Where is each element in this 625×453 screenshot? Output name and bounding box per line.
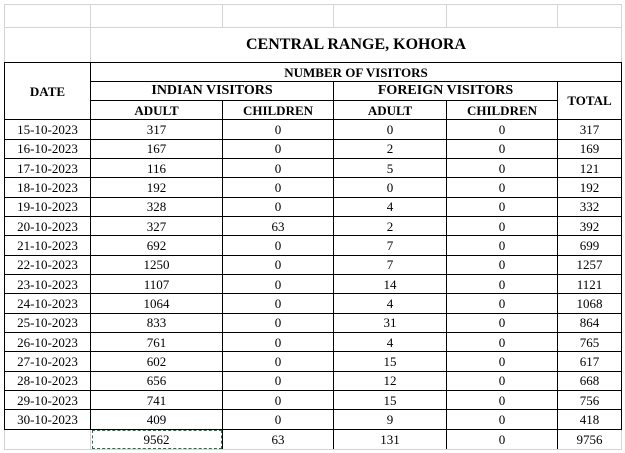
foreign-children-cell[interactable]: 0 <box>447 410 558 429</box>
header-date[interactable]: DATE <box>5 63 91 120</box>
foreign-adult-cell[interactable]: 4 <box>334 333 447 352</box>
foreign-children-cell[interactable]: 0 <box>447 197 558 216</box>
date-cell[interactable]: 26-10-2023 <box>5 333 91 352</box>
indian-adult-cell[interactable]: 327 <box>91 217 223 236</box>
foreign-adult-cell[interactable]: 9 <box>334 410 447 429</box>
header-row-group <box>5 63 622 82</box>
cell[interactable] <box>558 5 622 28</box>
header-foreign-children[interactable]: CHILDREN <box>447 101 558 120</box>
indian-adult-cell[interactable]: 409 <box>91 410 223 429</box>
total-cell[interactable]: 317 <box>558 120 622 139</box>
indian-children-cell[interactable]: 0 <box>223 371 334 390</box>
cell[interactable] <box>5 28 91 63</box>
table-row <box>5 255 622 274</box>
table-row <box>5 139 622 158</box>
indian-adult-cell[interactable]: 656 <box>91 371 223 390</box>
foreign-children-cell[interactable]: 0 <box>447 333 558 352</box>
date-cell[interactable]: 25-10-2023 <box>5 313 91 332</box>
table-row <box>5 371 622 390</box>
indian-adult-cell[interactable]: 317 <box>91 120 223 139</box>
total-cell[interactable]: 668 <box>558 371 622 390</box>
table-row <box>5 120 622 139</box>
indian-children-cell[interactable]: 0 <box>223 333 334 352</box>
total-indian-adult[interactable]: 9562 <box>91 429 223 449</box>
foreign-children-cell[interactable]: 0 <box>447 313 558 332</box>
empty-row <box>5 5 622 28</box>
indian-adult-cell[interactable]: 116 <box>91 159 223 178</box>
foreign-children-cell[interactable]: 0 <box>447 217 558 236</box>
table-row <box>5 333 622 352</box>
date-cell[interactable]: 29-10-2023 <box>5 391 91 410</box>
total-cell[interactable]: 392 <box>558 217 622 236</box>
foreign-adult-cell[interactable]: 0 <box>334 178 447 197</box>
table-row <box>5 313 622 332</box>
foreign-children-cell[interactable]: 0 <box>447 371 558 390</box>
foreign-children-cell[interactable]: 0 <box>447 120 558 139</box>
grand-total[interactable]: 9756 <box>558 429 622 449</box>
table-row <box>5 275 622 294</box>
total-foreign-children[interactable]: 0 <box>447 429 558 449</box>
indian-adult-cell[interactable]: 741 <box>91 391 223 410</box>
total-cell[interactable]: 864 <box>558 313 622 332</box>
date-cell[interactable]: 16-10-2023 <box>5 139 91 158</box>
table-row <box>5 236 622 255</box>
total-cell[interactable]: 1068 <box>558 294 622 313</box>
total-cell[interactable]: 332 <box>558 197 622 216</box>
indian-children-cell[interactable]: 0 <box>223 159 334 178</box>
indian-adult-cell[interactable]: 192 <box>91 178 223 197</box>
header-row-types <box>5 101 622 120</box>
foreign-adult-cell[interactable]: 2 <box>334 217 447 236</box>
header-indian-visitors[interactable]: INDIAN VISITORS <box>91 82 334 101</box>
visitor-spreadsheet <box>4 4 622 450</box>
cell[interactable] <box>334 5 447 28</box>
indian-children-cell[interactable]: 0 <box>223 391 334 410</box>
sheet-title[interactable]: CENTRAL RANGE, KOHORA <box>91 28 622 63</box>
foreign-adult-cell[interactable]: 15 <box>334 391 447 410</box>
indian-children-cell[interactable]: 0 <box>223 120 334 139</box>
data-rows <box>5 120 622 430</box>
table-row <box>5 159 622 178</box>
total-foreign-adult[interactable]: 131 <box>334 429 447 449</box>
indian-adult-cell[interactable]: 167 <box>91 139 223 158</box>
total-cell[interactable]: 617 <box>558 352 622 371</box>
indian-children-cell[interactable]: 0 <box>223 294 334 313</box>
total-cell[interactable]: 169 <box>558 139 622 158</box>
cell[interactable] <box>223 5 334 28</box>
foreign-children-cell[interactable]: 0 <box>447 352 558 371</box>
date-cell[interactable]: 27-10-2023 <box>5 352 91 371</box>
total-cell[interactable]: 418 <box>558 410 622 429</box>
foreign-adult-cell[interactable]: 0 <box>334 120 447 139</box>
date-cell[interactable]: 19-10-2023 <box>5 197 91 216</box>
indian-children-cell[interactable]: 0 <box>223 178 334 197</box>
indian-children-cell[interactable]: 0 <box>223 197 334 216</box>
foreign-adult-cell[interactable]: 31 <box>334 313 447 332</box>
header-number-of-visitors[interactable]: NUMBER OF VISITORS <box>91 63 622 82</box>
date-cell[interactable]: 20-10-2023 <box>5 217 91 236</box>
date-cell[interactable]: 15-10-2023 <box>5 120 91 139</box>
date-cell[interactable]: 18-10-2023 <box>5 178 91 197</box>
indian-adult-cell[interactable]: 1107 <box>91 275 223 294</box>
indian-adult-cell[interactable]: 1250 <box>91 255 223 274</box>
foreign-adult-cell[interactable]: 4 <box>334 294 447 313</box>
indian-adult-cell[interactable]: 1064 <box>91 294 223 313</box>
header-indian-adult[interactable]: ADULT <box>91 101 223 120</box>
totals-row <box>5 429 622 449</box>
header-total[interactable]: TOTAL <box>558 82 622 120</box>
date-cell[interactable]: 21-10-2023 <box>5 236 91 255</box>
foreign-children-cell[interactable]: 0 <box>447 178 558 197</box>
date-cell[interactable]: 17-10-2023 <box>5 159 91 178</box>
foreign-children-cell[interactable]: 0 <box>447 294 558 313</box>
indian-adult-cell[interactable]: 602 <box>91 352 223 371</box>
cell[interactable] <box>5 5 91 28</box>
indian-children-cell[interactable]: 0 <box>223 236 334 255</box>
total-cell[interactable]: 699 <box>558 236 622 255</box>
title-row <box>5 28 622 63</box>
foreign-children-cell[interactable]: 0 <box>447 391 558 410</box>
foreign-children-cell[interactable]: 0 <box>447 159 558 178</box>
date-cell[interactable]: 24-10-2023 <box>5 294 91 313</box>
cell[interactable] <box>447 5 558 28</box>
table-row <box>5 410 622 429</box>
foreign-adult-cell[interactable]: 2 <box>334 139 447 158</box>
indian-adult-cell[interactable]: 328 <box>91 197 223 216</box>
indian-children-cell[interactable]: 0 <box>223 410 334 429</box>
header-row-categories <box>5 82 622 101</box>
foreign-adult-cell[interactable]: 15 <box>334 352 447 371</box>
header-foreign-visitors[interactable]: FOREIGN VISITORS <box>334 82 558 101</box>
foreign-adult-cell[interactable]: 12 <box>334 371 447 390</box>
table-row <box>5 197 622 216</box>
indian-children-cell[interactable]: 0 <box>223 255 334 274</box>
table-row <box>5 217 622 236</box>
foreign-adult-cell[interactable]: 14 <box>334 275 447 294</box>
foreign-children-cell[interactable]: 0 <box>447 139 558 158</box>
foreign-adult-cell[interactable]: 7 <box>334 236 447 255</box>
indian-adult-cell[interactable]: 761 <box>91 333 223 352</box>
total-cell[interactable]: 121 <box>558 159 622 178</box>
table-row <box>5 391 622 410</box>
table-row <box>5 178 622 197</box>
foreign-children-cell[interactable]: 0 <box>447 236 558 255</box>
total-indian-children[interactable]: 63 <box>223 429 334 449</box>
table-row <box>5 294 622 313</box>
total-cell[interactable]: 756 <box>558 391 622 410</box>
total-cell[interactable]: 192 <box>558 178 622 197</box>
indian-children-cell[interactable]: 0 <box>223 352 334 371</box>
indian-adult-cell[interactable]: 692 <box>91 236 223 255</box>
date-cell[interactable]: 22-10-2023 <box>5 255 91 274</box>
indian-children-cell[interactable]: 0 <box>223 313 334 332</box>
total-cell[interactable]: 765 <box>558 333 622 352</box>
indian-children-cell[interactable]: 0 <box>223 275 334 294</box>
total-cell[interactable]: 1257 <box>558 255 622 274</box>
foreign-children-cell[interactable]: 0 <box>447 255 558 274</box>
table-row <box>5 352 622 371</box>
foreign-adult-cell[interactable]: 4 <box>334 197 447 216</box>
foreign-adult-cell[interactable]: 7 <box>334 255 447 274</box>
header-foreign-adult[interactable]: ADULT <box>334 101 447 120</box>
date-cell[interactable]: 30-10-2023 <box>5 410 91 429</box>
date-cell[interactable]: 28-10-2023 <box>5 371 91 390</box>
cell[interactable] <box>5 429 91 449</box>
total-cell[interactable]: 1121 <box>558 275 622 294</box>
cell[interactable] <box>91 5 223 28</box>
date-cell[interactable]: 23-10-2023 <box>5 275 91 294</box>
header-indian-children[interactable]: CHILDREN <box>223 101 334 120</box>
indian-adult-cell[interactable]: 833 <box>91 313 223 332</box>
foreign-children-cell[interactable]: 0 <box>447 275 558 294</box>
foreign-adult-cell[interactable]: 5 <box>334 159 447 178</box>
indian-children-cell[interactable]: 0 <box>223 139 334 158</box>
indian-children-cell[interactable]: 63 <box>223 217 334 236</box>
